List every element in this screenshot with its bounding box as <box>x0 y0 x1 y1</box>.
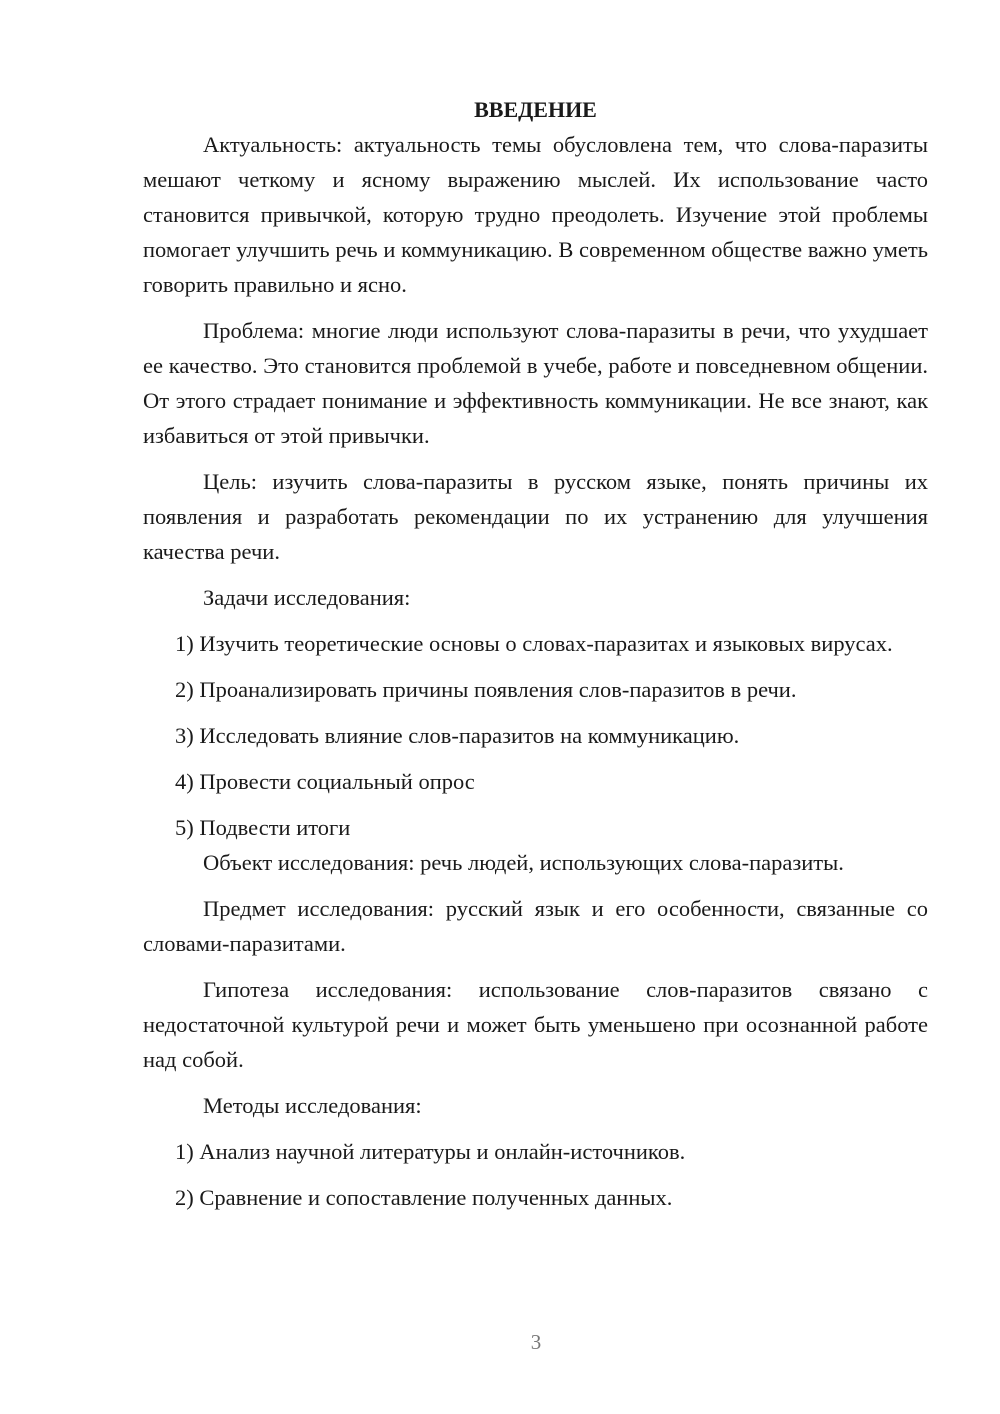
document-page <box>143 92 928 1215</box>
method-item-1: 1) Анализ научной литературы и онлайн-источников. <box>175 1139 686 1164</box>
tasks-heading: Задачи исследования: <box>203 585 411 610</box>
problem-paragraph: Проблема: многие люди используют слова-паразиты в речи, что ухудшает ее качество. Это становится проблемой в учебе, работе и повседневном общении. От этого страдает понимание и эффективность коммуникации. Не все знают, как избавиться от этой привычки. <box>143 318 928 448</box>
relevance-paragraph: Актуальность: актуальность темы обусловлена тем, что слова-паразиты мешают четкому и ясному выражению мыслей. Их использование часто становится привычкой, которую трудно преодолеть. Изучение этой проблемы помогает улучшить речь и коммуникацию. В современном обществе важно уметь говорить правильно и ясно. <box>143 132 928 297</box>
method-item-2: 2) Сравнение и сопоставление полученных данных. <box>175 1185 673 1210</box>
task-item-2: 2) Проанализировать причины появления слов-паразитов в речи. <box>175 677 797 702</box>
page-number: 3 <box>530 1330 542 1354</box>
hypothesis-paragraph: Гипотеза исследования: использование слов-паразитов связано с недостаточной культурой речи и может быть уменьшено при осознанной работе над собой. <box>143 977 928 1072</box>
task-item-3: 3) Исследовать влияние слов-паразитов на коммуникацию. <box>175 723 740 748</box>
task-item-5: 5) Подвести итоги <box>175 815 351 840</box>
task-item-4: 4) Провести социальный опрос <box>175 769 475 794</box>
subject-paragraph: Предмет исследования: русский язык и его особенности, связанные со словами-паразитами. <box>143 896 928 956</box>
goal-paragraph: Цель: изучить слова-паразиты в русском языке, понять причины их появления и разработать рекомендации по их устранению для улучшения качества речи. <box>143 469 928 564</box>
task-item-1: 1) Изучить теоретические основы о словах-паразитах и языковых вирусах. <box>175 631 893 656</box>
document-title: ВВЕДЕНИЕ <box>474 97 597 122</box>
methods-heading: Методы исследования: <box>203 1093 422 1118</box>
object-paragraph: Объект исследования: речь людей, использующих слова-паразиты. <box>203 850 844 875</box>
